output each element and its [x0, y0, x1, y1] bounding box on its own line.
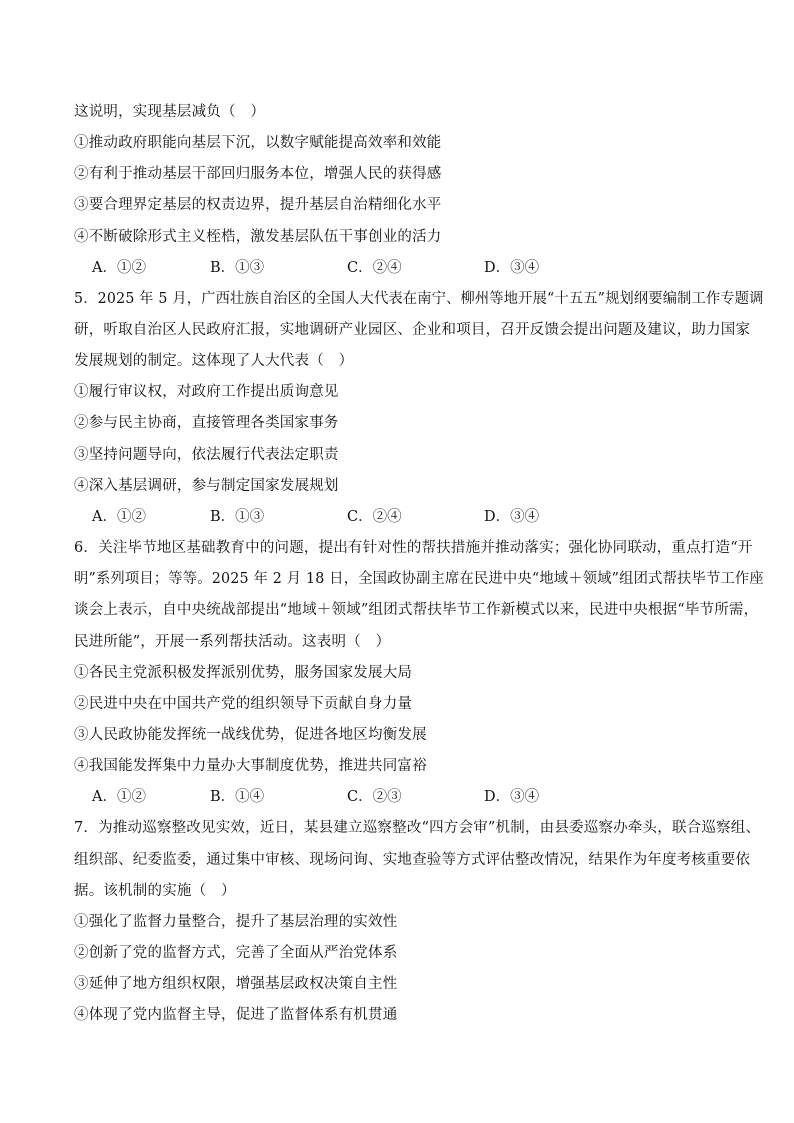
- q5-option-b: B．①③: [210, 509, 265, 525]
- q6-option-d: D．③④: [484, 789, 540, 805]
- q4-item-3: ③要合理界定基层的权责边界，提升基层自治精细化水平: [74, 197, 442, 213]
- q6-item-1: ①各民主党派积极发挥派别优势，服务国家发展大局: [74, 665, 413, 681]
- q5-stem-line-1: 5．2025 年 5 月，广西壮族自治区的全国人大代表在南宁、柳州等地开展“十五五”规划纲要编制工作专题调: [74, 291, 764, 307]
- q4-stem: 这说明，实现基层减负（ ）: [74, 104, 266, 120]
- q7-stem-line-3: 据。该机制的实施（ ）: [74, 883, 236, 899]
- q4-item-2: ②有利于推动基层干部回归服务本位，增强人民的获得感: [74, 166, 442, 182]
- q7-item-4: ④体现了党内监督主导，促进了监督体系有机贯通: [74, 1007, 398, 1023]
- q7-stem-line-2: 组织部、纪委监委，通过集中审核、现场问询、实地查验等方式评估整改情况，结果作为年度考核重要依: [74, 852, 751, 868]
- q7-stem-line-1: 7．为推动巡察整改见实效，近日，某县建立巡察整改“四方会审”机制，由县委巡察办牵头，联合巡察组、: [74, 820, 761, 836]
- q6-item-3: ③人民政协能发挥统一战线优势，促进各地区均衡发展: [74, 727, 427, 743]
- q5-stem-line-3: 发展规划的制定。这体现了人大代表（ ）: [74, 353, 354, 369]
- q6-item-2: ②民进中央在中国共产党的组织领导下贡献自身力量: [74, 696, 413, 712]
- q4-option-b: B．①③: [210, 260, 265, 276]
- q5-item-4: ④深入基层调研，参与制定国家发展规划: [74, 478, 339, 494]
- q5-item-2: ②参与民主协商，直接管理各类国家事务: [74, 415, 339, 431]
- q4-item-4: ④不断破除形式主义桎梏，激发基层队伍干事创业的活力: [74, 229, 442, 245]
- q7-item-2: ②创新了党的监督方式，完善了全面从严治党体系: [74, 945, 398, 961]
- q6-option-c: C．②③: [347, 789, 402, 805]
- q6-stem-line-2: 明”系列项目；等等。2025 年 2 月 18 日，全国政协副主席在民进中央“地域＋领域”组团式帮扶毕节工作座: [74, 571, 764, 587]
- q6-option-a: A．①②: [92, 789, 146, 805]
- q5-option-a: A．①②: [92, 509, 146, 525]
- q5-item-1: ①履行审议权，对政府工作提出质询意见: [74, 384, 339, 400]
- q6-option-b: B．①④: [210, 789, 265, 805]
- q7-item-1: ①强化了监督力量整合，提升了基层治理的实效性: [74, 914, 398, 930]
- q6-stem-line-3: 谈会上表示，自中央统战部提出“地域＋领域”组团式帮扶毕节工作新模式以来，民进中央根据“毕节所需，: [74, 602, 759, 618]
- q7-item-3: ③延伸了地方组织权限，增强基层政权决策自主性: [74, 976, 398, 992]
- q6-item-4: ④我国能发挥集中力量办大事制度优势，推进共同富裕: [74, 758, 427, 774]
- q6-stem-line-4: 民进所能”，开展一系列帮扶活动。这表明（ ）: [74, 634, 391, 650]
- q4-item-1: ①推动政府职能向基层下沉，以数字赋能提高效率和效能: [74, 135, 442, 151]
- q5-item-3: ③坚持问题导向，依法履行代表法定职责: [74, 447, 339, 463]
- q5-stem-line-2: 研，听取自治区人民政府汇报，实地调研产业园区、企业和项目，召开反馈会提出问题及建议，助力国家: [74, 322, 751, 338]
- q4-option-a: A．①②: [92, 260, 146, 276]
- q5-option-d: D．③④: [484, 509, 540, 525]
- q4-option-c: C．②④: [347, 260, 402, 276]
- q5-option-c: C．②④: [347, 509, 402, 525]
- q6-stem-line-1: 6．关注毕节地区基础教育中的问题，提出有针对性的帮扶措施并推动落实；强化协同联动，重点打造“开: [74, 540, 753, 556]
- q4-option-d: D．③④: [484, 260, 540, 276]
